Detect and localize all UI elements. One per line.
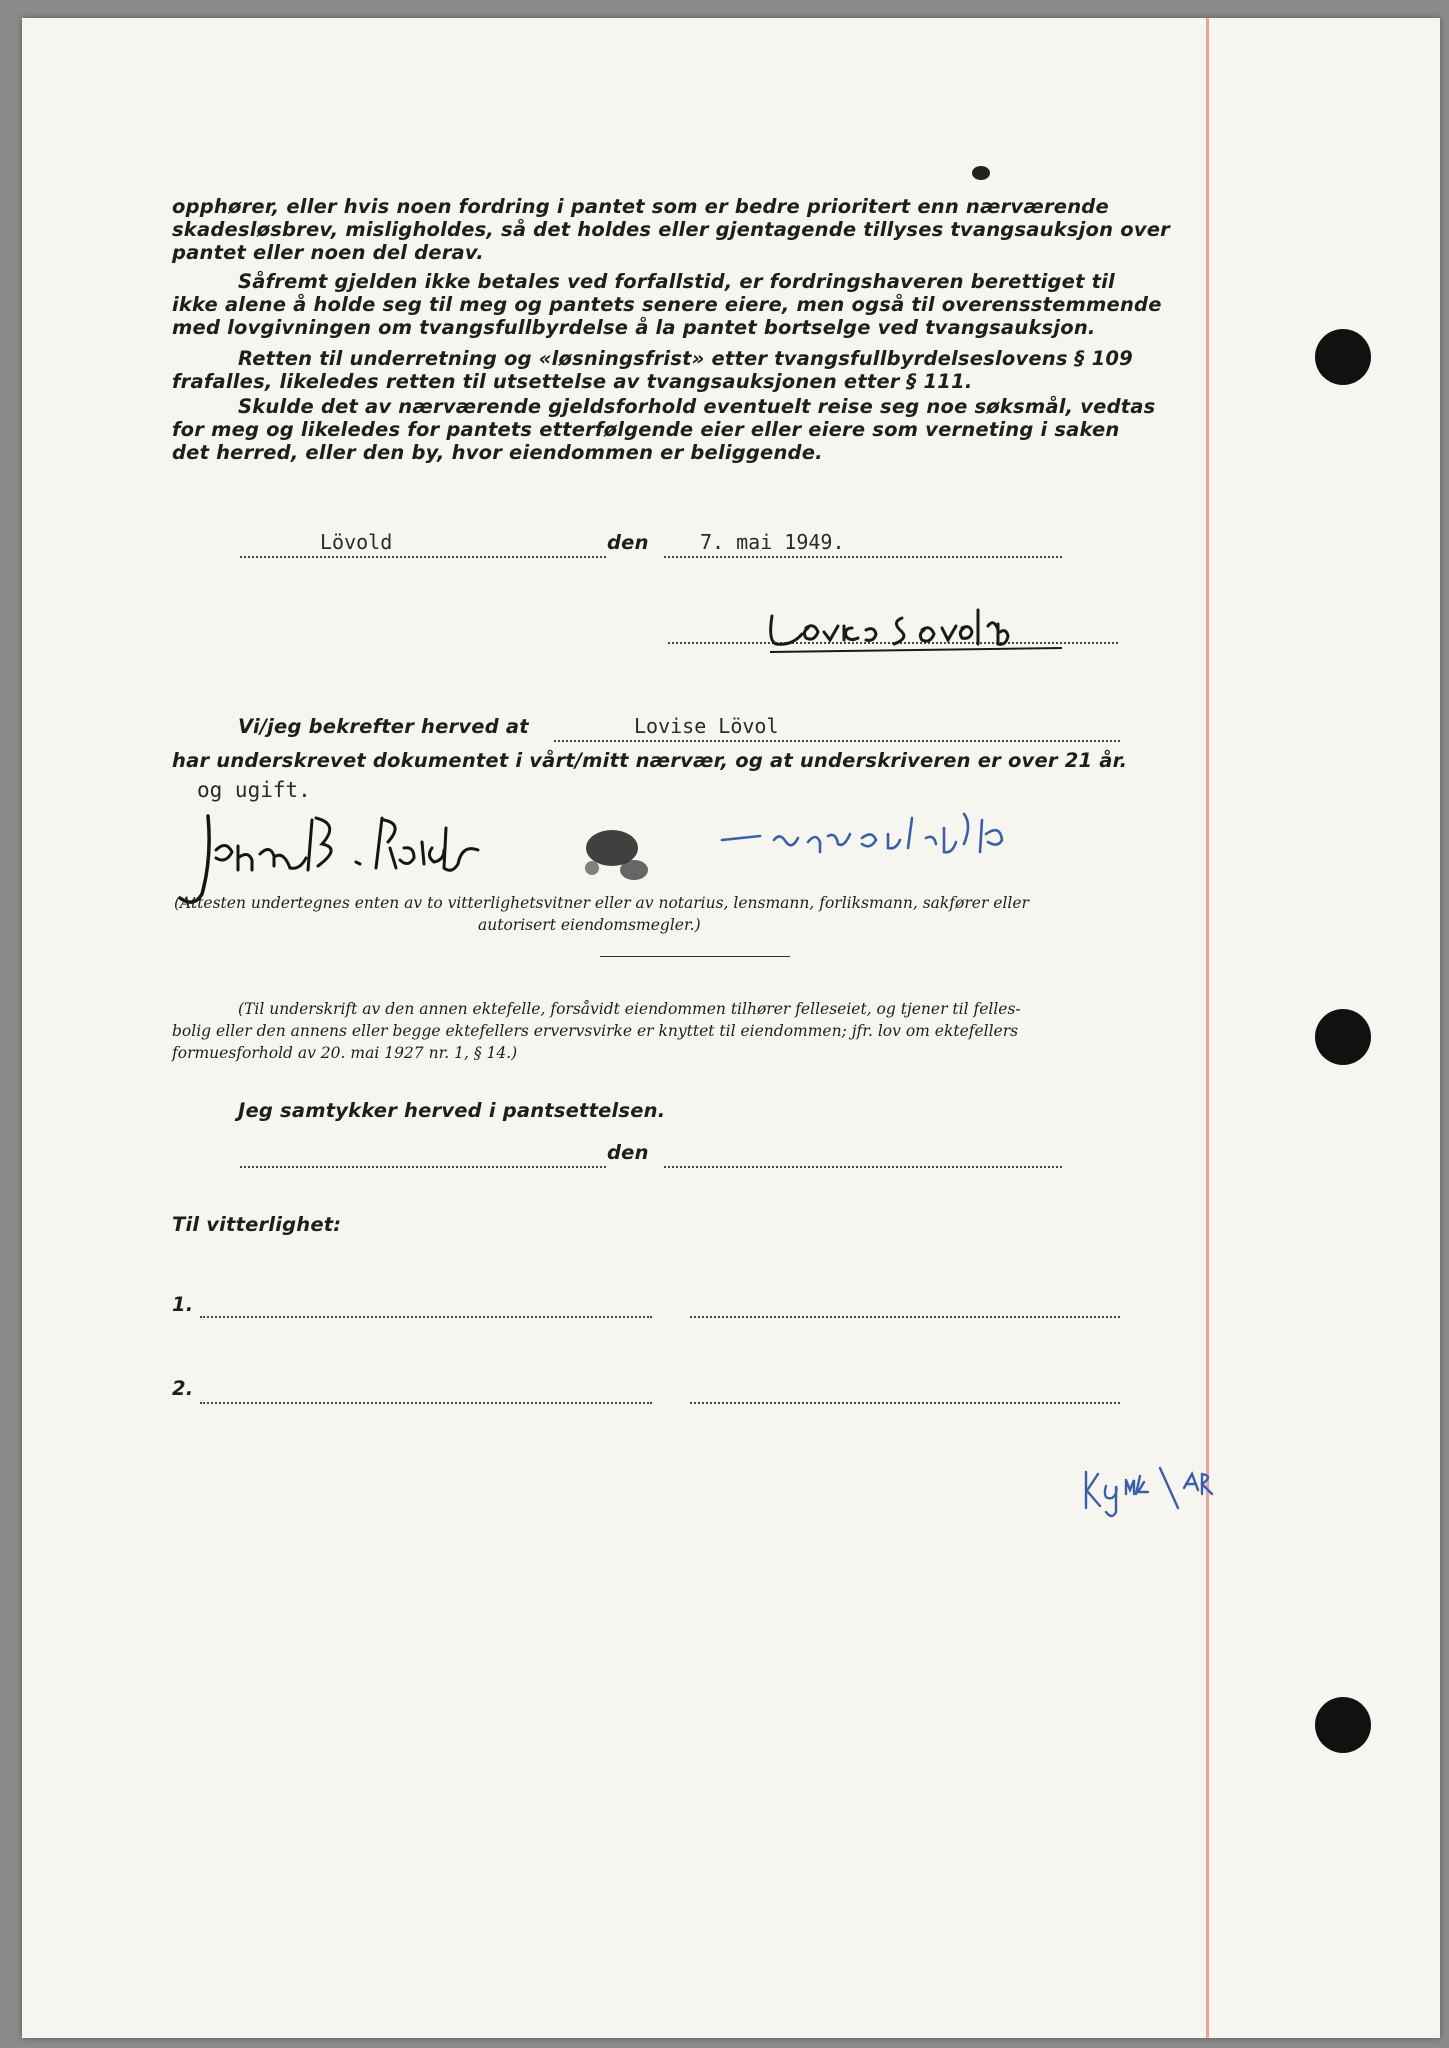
date-den-label: den [607, 531, 649, 554]
body-line-5: ikke alene å holde seg til meg og pantets senere eiere, men også til overensstemmende [172, 293, 1162, 316]
registry-handwritten-note [1078, 1460, 1228, 1520]
witness-1-line-right [690, 1316, 1120, 1318]
consent-den-label: den [607, 1141, 649, 1164]
body-line-11: det herred, eller den by, hvor eiendommen er beliggende. [172, 441, 823, 464]
punch-hole-middle [1315, 1009, 1371, 1065]
attest-note-line-1: (Attesten undertegnes enten av to vitterlighetsvitner eller av notarius, lensmann, forliksmann, sakfører eller [174, 894, 1029, 912]
body-line-6: med lovgivningen om tvangsfullbyrdelse å la pantet bortselge ved tvangsauksjon. [172, 316, 1096, 339]
witness-1-line-left [200, 1316, 652, 1318]
date-dotted-line [664, 556, 1062, 558]
attest-separator [600, 956, 790, 957]
witness-2-line-right [690, 1402, 1120, 1404]
confirm-name-typed: Lovise Lövol [634, 714, 779, 738]
date-typed: 7. mai 1949. [700, 530, 845, 554]
confirm-name-line [554, 740, 1120, 742]
punch-hole-bottom [1315, 1697, 1371, 1753]
spouse-note-line-3: formuesforhold av 20. mai 1927 nr. 1, § 14.) [172, 1044, 518, 1062]
consent-place-line [240, 1166, 606, 1168]
attest-note-line-2: autorisert eiendomsmegler.) [478, 916, 701, 934]
punch-hole-top [1315, 329, 1371, 385]
body-line-8: frafalles, likeledes retten til utsettelse av tvangsauksjonen etter § 111. [172, 370, 973, 393]
confirm-prefix: Vi/jeg bekrefter herved at [238, 715, 529, 738]
confirm-typed-addition: og ugift. [197, 778, 311, 802]
red-margin-line [1206, 18, 1209, 2038]
witness-number-2: 2. [172, 1377, 194, 1400]
place-dotted-line [240, 556, 606, 558]
body-line-1: opphører, eller hvis noen fordring i pantet som er bedre prioritert enn nærværende [172, 195, 1109, 218]
body-line-7: Retten til underretning og «løsningsfrist» etter tvangsfullbyrdelseslovens § 109 [238, 347, 1133, 370]
witness-number-1: 1. [172, 1293, 194, 1316]
body-line-9: Skulde det av nærværende gjeldsforhold eventuelt reise seg noe søksmål, vedtas [238, 395, 1156, 418]
place-typed: Lövold [320, 530, 393, 554]
body-line-10: for meg og likeledes for pantets etterfølgende eier eller eiere som verneting i saken [172, 418, 1120, 441]
owner-signature [762, 596, 1102, 656]
witness-heading: Til vitterlighet: [172, 1213, 342, 1236]
body-line-3: pantet eller noen del derav. [172, 241, 484, 264]
ink-blot [972, 166, 990, 180]
body-line-2: skadesløsbrev, misligholdes, så det holdes eller gjentagende tillyses tvangsauksjon over [172, 218, 1170, 241]
confirm-line-2: har underskrevet dokumentet i vårt/mitt nærvær, og at underskriveren er over 21 år. [172, 749, 1128, 772]
document-page [22, 18, 1440, 2038]
consent-date-line [664, 1166, 1062, 1168]
spouse-note-line-2: bolig eller den annens eller begge ektefellers ervervsvirke er knyttet til eiendommen; jfr. lov om ektefellers [172, 1022, 1019, 1040]
spouse-note-line-1: (Til underskrift av den annen ektefelle, forsåvidt eiendommen tilhører felleseiet, og tjener til felles- [238, 1000, 1021, 1018]
body-line-4: Såfremt gjelden ikke betales ved forfallstid, er fordringshaveren berettiget til [238, 270, 1115, 293]
witness-2-line-left [200, 1402, 652, 1404]
witness-signature-2 [712, 798, 1192, 868]
consent-text: Jeg samtykker herved i pantsettelsen. [238, 1099, 666, 1122]
